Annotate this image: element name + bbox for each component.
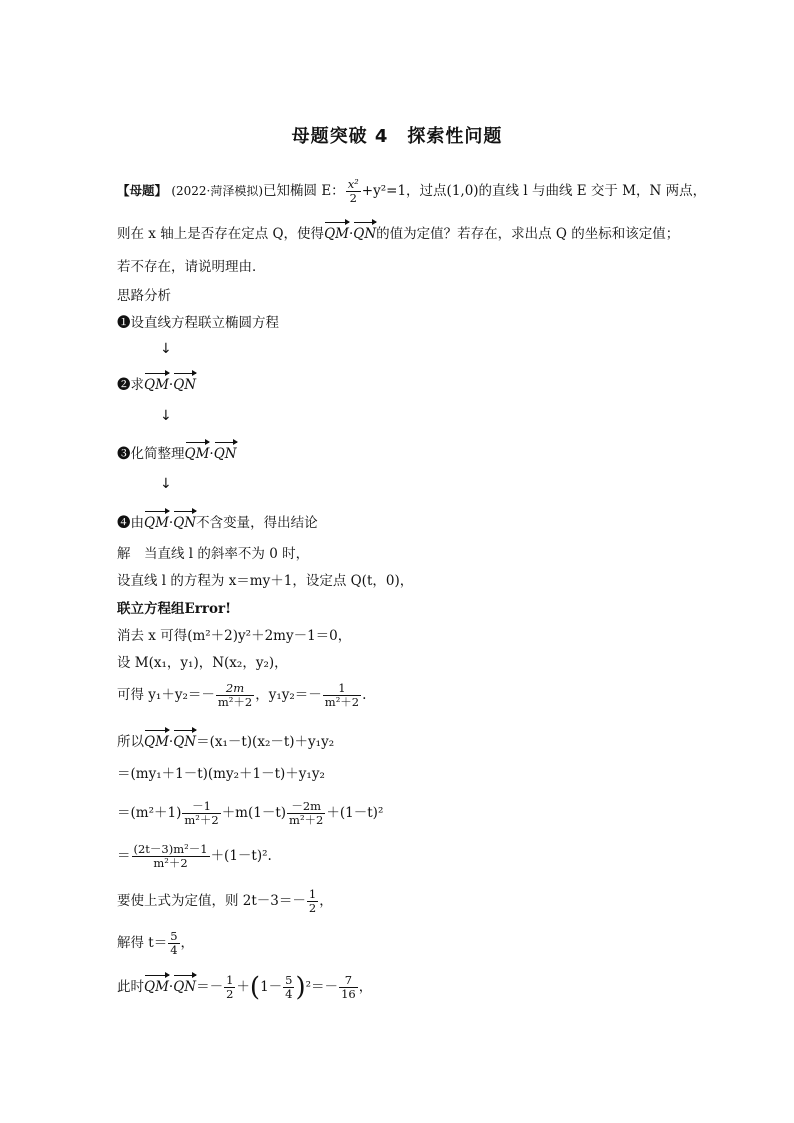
down-arrow-icon: ↓ [160, 408, 172, 424]
analysis-heading: 思路分析 [117, 288, 171, 304]
solution-line-10: ＝ $\frac{\text{(2t－3)m²－1}}{\text{m²＋2}}$ ＋(1－t)². [117, 842, 272, 870]
solution-line-11: 要使上式为定值，则 2t－3＝－ $\frac{1}{2}$ ， [117, 887, 333, 915]
solution-line-4: 消去 x 可得(m²＋2)y²＋2my－1＝0， [117, 628, 352, 644]
solution-line-8: ＝(my₁＋1－t)(my₂＋1－t)＋y₁y₂ [117, 766, 325, 782]
down-arrow-icon: ↓ [160, 476, 172, 492]
solution-line-7: 所以QM·QN＝(x₁－t)(x₂－t)＋y₁y₂ [117, 734, 335, 750]
solution-line-2: 设直线 l 的方程为 x＝my＋1，设定点 Q(t，0)， [117, 573, 414, 589]
analysis-step-3: ❸化简整理QM·QN [117, 446, 237, 462]
page-title: 母题突破 4 探索性问题 [291, 126, 503, 147]
problem-tag: 【母题】 [117, 183, 168, 198]
solution-line-12: 解得 t＝ $\frac{5}{4}$ ， [117, 929, 195, 957]
problem-text-1b: +y²=1，过点(1,0)的直线 l 与曲线 E 交于 M，N 两点， [361, 183, 707, 199]
problem-source: (2022·菏泽模拟) [171, 184, 264, 198]
solution-line-3: 联立方程组Error! [117, 601, 232, 617]
solution-line-5: 设 M(x₁，y₁)，N(x₂，y₂)， [117, 655, 288, 671]
solution-line-1: 解 当直线 l 的斜率不为 0 时， [117, 546, 310, 562]
solution-line-13: 此时QM·QN＝－ $\frac{1}{2}$ ＋(1－ $\frac{5}{4}$ )²＝－ $\frac{7}{16}$ ， [117, 972, 373, 1003]
down-arrow-icon: ↓ [160, 341, 172, 357]
problem-line-1 [117, 178, 706, 205]
ellipse-fraction: $\frac{\text{x²}}{2}$ [347, 177, 359, 205]
problem-line-2: 则在 x 轴上是否存在定点 Q，使得QM·QN的值为定值？若存在，求出点 Q 的坐标和该定值； [117, 226, 680, 242]
solution-line-9: ＝(m²＋1) $\frac{-1}{\text{m²＋2}}$ ＋m(1－t) $\frac{-2m}{\text{m²＋2}}$ ＋(1－t)² [117, 799, 384, 827]
problem-line-3: 若不存在，请说明理由． [117, 259, 266, 275]
vector-qm: QM [324, 226, 349, 242]
problem-text-1a: 已知椭圆 E： [263, 183, 345, 199]
analysis-step-2: ❷求QM·QN [117, 377, 197, 393]
vector-qn: QN [353, 226, 377, 242]
solution-line-6: 可得 y₁＋y₂＝－ $\frac{2m}{\text{m²＋2}}$ ，y₁y₂＝－ $\frac{1}{\text{m²＋2}}$ . [117, 681, 367, 709]
analysis-step-4: ❹由QM·QN不含变量，得出结论 [117, 515, 318, 531]
analysis-step-1: ❶设直线方程联立椭圆方程 [117, 315, 279, 331]
